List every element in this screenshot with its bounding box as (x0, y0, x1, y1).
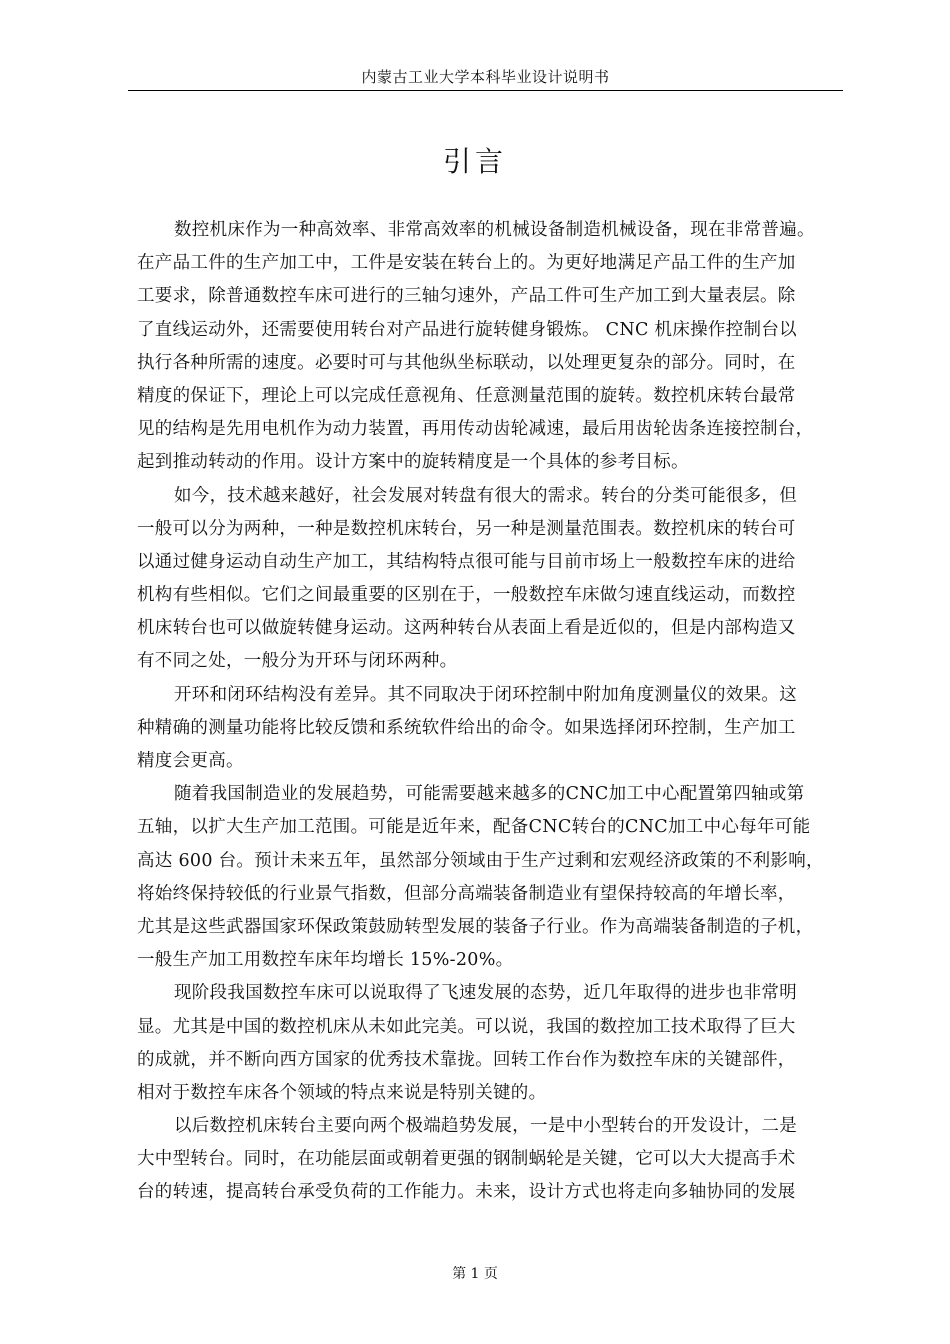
text-line: 起到推动转动的作用。设计方案中的旋转精度是一个具体的参考目标。 (137, 452, 689, 473)
text-line: 大中型转台。同时，在功能层面或朝着更强的钢制蜗轮是关键，它可以大大提高手术 (137, 1149, 796, 1170)
text-line: 如今，技术越来越好，社会发展对转盘有很大的需求。转台的分类可能很多，但 (174, 485, 797, 506)
text-line: 精度会更高。 (137, 751, 244, 771)
paragraph-6 (137, 1110, 851, 1210)
text-line: 一般生产加工用数控车床年均增长 15%-20%。 (137, 950, 514, 971)
text-line: 显。尤其是中国的数控机床从未如此完美。可以说，我国的数控加工技术取得了巨大 (137, 1016, 796, 1037)
text-line: 精度的保证下，理论上可以完成任意视角、任意测量范围的旋转。数控机床转台最常 (137, 385, 796, 406)
header-rule (128, 90, 843, 91)
text-line: 的成就，并不断向西方国家的优秀技术靠拢。回转工作台作为数控车床的关键部件， (137, 1049, 796, 1070)
paragraph-4 (137, 778, 851, 977)
body-text (137, 214, 851, 1210)
text-line: 工要求，除普通数控车床可进行的三轴匀速外，产品工件可生产加工到大量表层。除 (137, 286, 796, 307)
text-line: 一般可以分为两种，一种是数控机床转台，另一种是测量范围表。数控机床的转台可 (137, 518, 796, 539)
text-line: 了直线运动外，还需要使用转台对产品进行旋转健身锻炼。 CNC 机床操作控制台以 (137, 319, 797, 340)
text-line: 有不同之处，一般分为开环与闭环两种。 (137, 651, 458, 672)
paragraph-1 (137, 214, 851, 480)
paragraph-3 (137, 679, 851, 779)
text-line: 尤其是这些武器国家环保政策鼓励转型发展的装备子行业。作为高端装备制造的子机， (137, 916, 814, 937)
text-line: 随着我国制造业的发展趋势，可能需要越来越多的CNC加工中心配置第四轴或第 (174, 784, 805, 805)
text-line: 见的结构是先用电机作为动力装置，再用传动齿轮减速，最后用齿轮齿条连接控制台， (137, 419, 814, 440)
text-line: 以后数控机床转台主要向两个极端趋势发展，一是中小型转台的开发设计，二是 (174, 1116, 797, 1137)
text-line: 在产品工件的生产加工中，工件是安装在转台上的。为更好地满足产品工件的生产加 (137, 253, 796, 274)
text-line: 机床转台也可以做旋转健身运动。这两种转台从表面上看是近似的，但是内部构造又 (137, 618, 796, 639)
text-line: 数控机床作为一种高效率、非常高效率的机械设备制造机械设备，现在非常普遍。 (174, 220, 815, 240)
text-line: 开环和闭环结构没有差异。其不同取决于闭环控制中附加角度测量仪的效果。这 (174, 684, 797, 705)
text-line: 以通过健身运动自动生产加工，其结构特点很可能与目前市场上一般数控车床的进给 (137, 551, 796, 572)
page-title: 引言 (442, 145, 507, 178)
text-line: 机构有些相似。它们之间最重要的区别在于，一般数控车床做匀速直线运动，而数控 (137, 585, 796, 606)
text-line: 五轴，以扩大生产加工范围。可能是近年来，配备CNC转台的CNC加工中心每年可能 (137, 817, 811, 838)
text-line: 高达 600 台。预计未来五年，虽然部分领域由于生产过剩和宏观经济政策的不利影响， (137, 850, 824, 871)
running-header: 内蒙古工业大学本科毕业设计说明书 (361, 68, 610, 86)
paragraph-5 (137, 977, 851, 1110)
text-line: 将始终保持较低的行业景气指数，但部分高端装备制造业有望保持较高的年增长率， (137, 883, 796, 904)
page-number: 第 1 页 (452, 1266, 498, 1282)
text-line: 台的转速，提高转台承受负荷的工作能力。未来，设计方式也将走向多轴协同的发展 (137, 1182, 796, 1203)
text-line: 执行各种所需的速度。必要时可与其他纵坐标联动，以处理更复杂的部分。同时，在 (137, 352, 796, 373)
paragraph-2 (137, 480, 851, 679)
text-line: 种精确的测量功能将比较反馈和系统软件给出的命令。如果选择闭环控制，生产加工 (137, 717, 796, 738)
text-line: 相对于数控车床各个领域的特点来说是特别关键的。 (137, 1082, 547, 1103)
text-line: 现阶段我国数控车床可以说取得了飞速发展的态势，近几年取得的进步也非常明 (174, 983, 797, 1004)
